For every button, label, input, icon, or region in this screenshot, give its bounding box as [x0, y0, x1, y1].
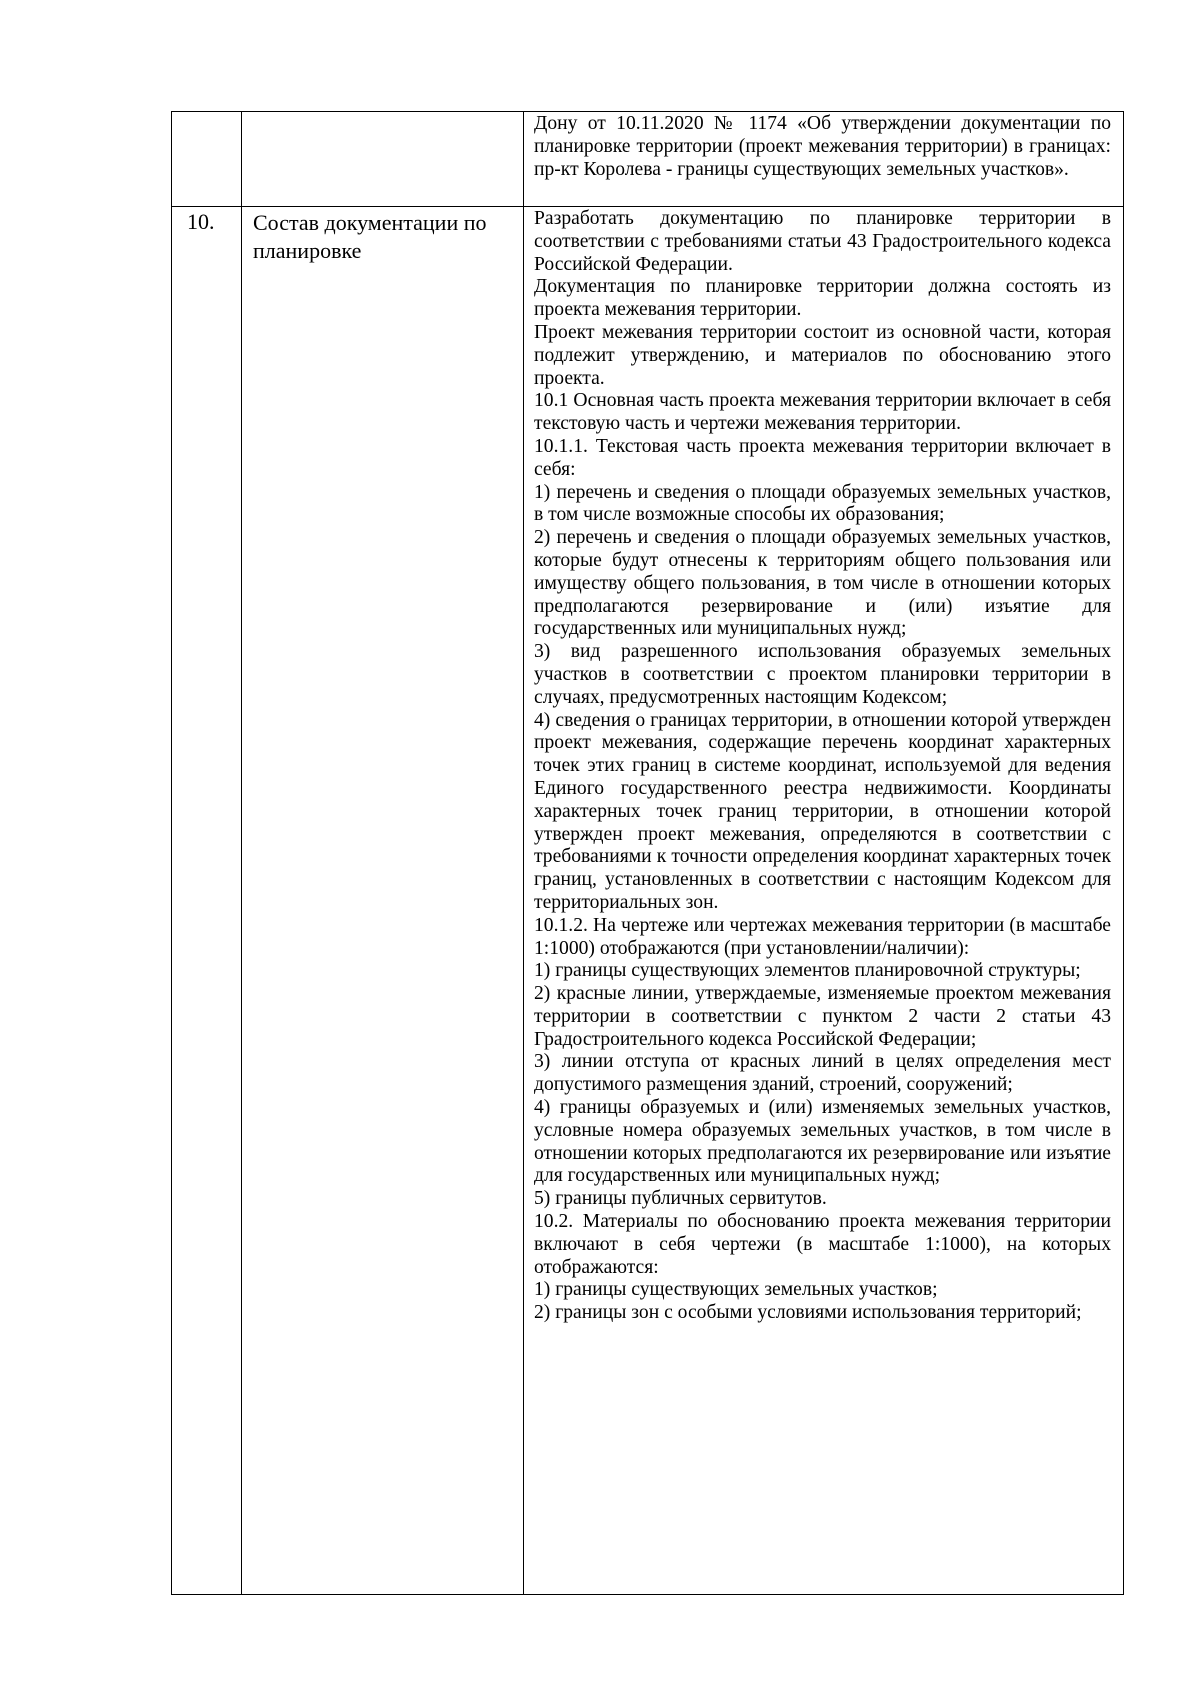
row-number-cell [172, 112, 242, 207]
row-text-cell [524, 207, 1124, 1595]
row-text-cell [524, 112, 1124, 207]
paragraph: Документация по планировке территории должна состоять из проекта межевания территории. [534, 276, 1111, 321]
list-item: 5) границы публичных сервитутов. [534, 1188, 827, 1210]
paragraph: Проект межевания территории состоит из основной части, которая подлежит утверждению, и материалов по обоснованию этого проекта. [534, 321, 1111, 389]
table-row [172, 207, 1124, 1595]
list-item: 4) границы образуемых и (или) изменяемых земельных участков, условные номера образуемых земельных участков, в том числе в отношении которых предполагаются их резервирование или изъятие для государственных или муниципальных нужд; [534, 1097, 1111, 1187]
paragraph: 10.1.1. Текстовая часть проекта межевания территории включает в себя: [534, 435, 1111, 480]
paragraph: 10.1.2. На чертеже или чертежах межевания территории (в масштабе 1:1000) отображаются (при установлении/наличии): [534, 914, 1111, 959]
list-item: 3) линии отступа от красных линий в целях определения мест допустимого размещения зданий, строений, сооружений; [534, 1051, 1111, 1096]
list-item: 1) границы существующих земельных участков; [534, 1279, 938, 1301]
list-item: 4) сведения о границах территории, в отношении которой утвержден проект межевания, содержащие перечень координат характерных точек этих границ в системе координат, используемой для ведения Единого государственного реестра недвижимости. Координаты характерных точек границ территории, в отношении которой утвержден проект межевания, определяются в соответствии с требованиями к точности определения координат характерных точек границ, установленных в соответствии с настоящим Кодексом для территориальных зон. [534, 709, 1111, 913]
document-table [171, 111, 1124, 1595]
row-name-cell [242, 112, 524, 207]
list-item: 3) вид разрешенного использования образуемых земельных участков в соответствии с проектом планировки территории в случаях, предусмотренных настоящим Кодексом; [534, 641, 1111, 708]
row-number-cell: 10. [172, 207, 242, 1595]
list-item: 2) красные линии, утверждаемые, изменяемые проектом межевания территории в соответствии с пунктом 2 части 2 статьи 43 Градостроительного кодекса Российской Федерации; [534, 983, 1111, 1050]
paragraph: 10.1 Основная часть проекта межевания территории включает в себя текстовую часть и чертежи межевания территории. [534, 390, 1111, 435]
row-name-cell: Состав документации по планировке [242, 207, 524, 1595]
paragraph: Дону от 10.11.2020 № 1174 «Об утверждении документации по планировке территории (проект межевания территории) в границах: пр-кт Королева - границы существующих земельных участков». [534, 113, 1111, 180]
paragraph: Разработать документацию по планировке территории в соответствии с требованиями статьи 43 Градостроительного кодекса Российской Федерации. [534, 208, 1111, 275]
table-row [172, 112, 1124, 207]
list-item: 1) границы существующих элементов планировочной структуры; [534, 960, 1081, 982]
list-item: 2) границы зон с особыми условиями использования территорий; [534, 1302, 1082, 1324]
list-item: 1) перечень и сведения о площади образуемых земельных участков, в том числе возможные способы их образования; [534, 481, 1111, 526]
list-item: 2) перечень и сведения о площади образуемых земельных участков, которые будут отнесены к территориям общего пользования или имуществу общего пользования, в том числе в отношении которых предполагаются резервирование и (или) изъятие для государственных или муниципальных нужд; [534, 527, 1111, 640]
paragraph: 10.2. Материалы по обоснованию проекта межевания территории включают в себя чертежи (в масштабе 1:1000), на которых отображаются: [534, 1211, 1111, 1278]
